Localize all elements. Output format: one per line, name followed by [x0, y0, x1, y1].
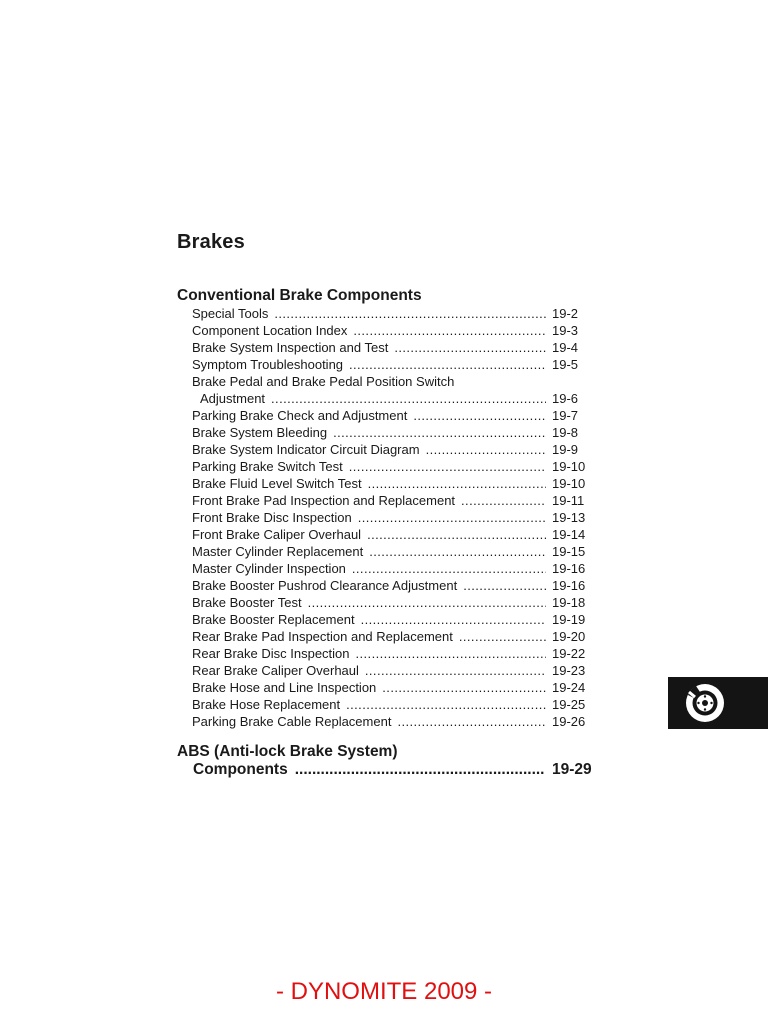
- toc-entry-page: 19-19: [552, 612, 586, 627]
- toc-entry[interactable]: [192, 662, 588, 679]
- section-heading: Conventional Brake Components: [177, 287, 422, 304]
- toc-entry[interactable]: [192, 713, 588, 730]
- toc-entry-title: Brake Pedal and Brake Pedal Position Switch: [192, 374, 455, 389]
- toc-entry-title: Brake Booster Test: [192, 595, 302, 610]
- toc-entry-page: 19-13: [552, 510, 586, 525]
- toc-entry-page: 19-16: [552, 561, 586, 576]
- toc-entry[interactable]: [192, 390, 588, 407]
- toc-entry-page: 19-22: [552, 646, 586, 661]
- toc-entry[interactable]: [192, 305, 588, 322]
- toc-entry-page: 19-6: [552, 391, 579, 406]
- toc-entry-dots: [308, 594, 546, 611]
- toc-entry[interactable]: [192, 441, 588, 458]
- toc-entry-dots: [365, 662, 546, 679]
- toc-entry[interactable]: [192, 543, 588, 560]
- toc-entry-page: 19-20: [552, 629, 586, 644]
- toc-entry-dots: [333, 424, 546, 441]
- toc-entry[interactable]: [192, 611, 588, 628]
- toc-entry-dots: [367, 526, 546, 543]
- toc-entry-page: 19-9: [552, 442, 579, 457]
- toc-entry-page: 19-2: [552, 306, 579, 321]
- toc-entry[interactable]: [192, 645, 588, 662]
- page-title: Brakes: [177, 231, 245, 253]
- toc-entry-dots: [463, 577, 546, 594]
- toc-entry-title: Rear Brake Disc Inspection: [192, 646, 350, 661]
- toc-entry[interactable]: [192, 339, 588, 356]
- toc-entry-page: 19-5: [552, 357, 579, 372]
- toc-entry-dots: [369, 543, 546, 560]
- toc-entry-dots: [274, 305, 546, 322]
- toc-entry-dots: [358, 509, 546, 526]
- toc-entry-dots: [459, 628, 546, 645]
- toc-entry-page: 19-10: [552, 459, 586, 474]
- toc-entry-title: Component Location Index: [192, 323, 348, 338]
- toc-entry-title: Parking Brake Check and Adjustment: [192, 408, 408, 423]
- toc-entry-title: Brake Booster Replacement: [192, 612, 355, 627]
- toc-entry[interactable]: [192, 322, 588, 339]
- abs-heading: ABS (Anti-lock Brake System): [177, 743, 398, 760]
- toc-entry-dots: [346, 696, 546, 713]
- toc-entry[interactable]: [192, 696, 588, 713]
- abs-entry-page: 19-29: [552, 761, 592, 778]
- toc-entry-dots: [368, 475, 546, 492]
- toc-entry-title: Front Brake Caliper Overhaul: [192, 527, 362, 542]
- toc-list: [192, 305, 588, 730]
- toc-entry-page: 19-25: [552, 697, 586, 712]
- toc-entry[interactable]: [192, 526, 588, 543]
- section-tab[interactable]: [668, 677, 768, 729]
- toc-entry-page: 19-8: [552, 425, 579, 440]
- toc-entry-title: Brake Fluid Level Switch Test: [192, 476, 362, 491]
- toc-entry-page: 19-11: [552, 493, 585, 508]
- toc-entry-title: Brake Booster Pushrod Clearance Adjustment: [192, 578, 458, 593]
- abs-entry-dots: [295, 761, 545, 779]
- toc-entry-title: Special Tools: [192, 306, 269, 321]
- toc-entry-dots: [413, 407, 546, 424]
- toc-entry-dots: [461, 492, 546, 509]
- toc-entry-dots: [394, 339, 546, 356]
- footer-watermark: - DYNOMITE 2009 -: [275, 978, 493, 1005]
- toc-entry-dots: [349, 458, 546, 475]
- toc-entry-dots: [382, 679, 546, 696]
- toc-entry-title: Parking Brake Switch Test: [192, 459, 343, 474]
- toc-entry[interactable]: [192, 492, 588, 509]
- toc-entry[interactable]: [192, 407, 588, 424]
- toc-entry[interactable]: [192, 475, 588, 492]
- toc-entry-title: Brake System Inspection and Test: [192, 340, 389, 355]
- toc-entry-title: Parking Brake Cable Replacement: [192, 714, 392, 729]
- abs-entry-title: Components: [193, 761, 288, 778]
- toc-entry-title: Brake Hose and Line Inspection: [192, 680, 377, 695]
- toc-entry-dots: [353, 322, 546, 339]
- toc-entry-page: 19-26: [552, 714, 586, 729]
- toc-entry-page: 19-7: [552, 408, 579, 423]
- toc-entry-title: Brake Hose Replacement: [192, 697, 341, 712]
- toc-entry-dots: [397, 713, 546, 730]
- toc-entry-page: 19-24: [552, 680, 586, 695]
- toc-entry-title: Rear Brake Caliper Overhaul: [192, 663, 359, 678]
- toc-entry-page: 19-15: [552, 544, 586, 559]
- toc-entry-title: Master Cylinder Replacement: [192, 544, 364, 559]
- toc-entry-dots: [426, 441, 546, 458]
- toc-entry[interactable]: [192, 373, 588, 390]
- toc-entry-page: 19-4: [552, 340, 579, 355]
- toc-entry-title: Rear Brake Pad Inspection and Replacement: [192, 629, 453, 644]
- toc-entry-page: 19-23: [552, 663, 586, 678]
- toc-entry-title: Front Brake Disc Inspection: [192, 510, 352, 525]
- toc-entry[interactable]: [192, 356, 588, 373]
- toc-entry[interactable]: [192, 679, 588, 696]
- toc-entry[interactable]: [192, 509, 588, 526]
- abs-entry[interactable]: [193, 761, 595, 779]
- toc-entry[interactable]: [192, 577, 588, 594]
- toc-entry-dots: [271, 390, 546, 407]
- toc-entry-title: Master Cylinder Inspection: [192, 561, 346, 576]
- toc-entry-title: Brake System Indicator Circuit Diagram: [192, 442, 420, 457]
- toc-entry-dots: [352, 560, 546, 577]
- toc-entry-dots: [361, 611, 546, 628]
- toc-entry-title: Brake System Bleeding: [192, 425, 328, 440]
- toc-entry-page: 19-18: [552, 595, 586, 610]
- toc-entry-page: 19-10: [552, 476, 586, 491]
- toc-entry-title: Front Brake Pad Inspection and Replacement: [192, 493, 456, 508]
- toc-entry-dots: [349, 356, 546, 373]
- toc-entry[interactable]: [192, 560, 588, 577]
- toc-entry-title: Symptom Troubleshooting: [192, 357, 344, 372]
- toc-entry-title: Adjustment: [200, 391, 266, 406]
- toc-entry[interactable]: [192, 458, 588, 475]
- toc-entry-page: 19-3: [552, 323, 579, 338]
- toc-entry-page: 19-16: [552, 578, 586, 593]
- toc-entry[interactable]: [192, 594, 588, 611]
- toc-entry[interactable]: [192, 424, 588, 441]
- toc-entry-page: 19-14: [552, 527, 586, 542]
- brake-disc-icon: [682, 681, 728, 725]
- toc-entry[interactable]: [192, 628, 588, 645]
- toc-entry-dots: [356, 645, 546, 662]
